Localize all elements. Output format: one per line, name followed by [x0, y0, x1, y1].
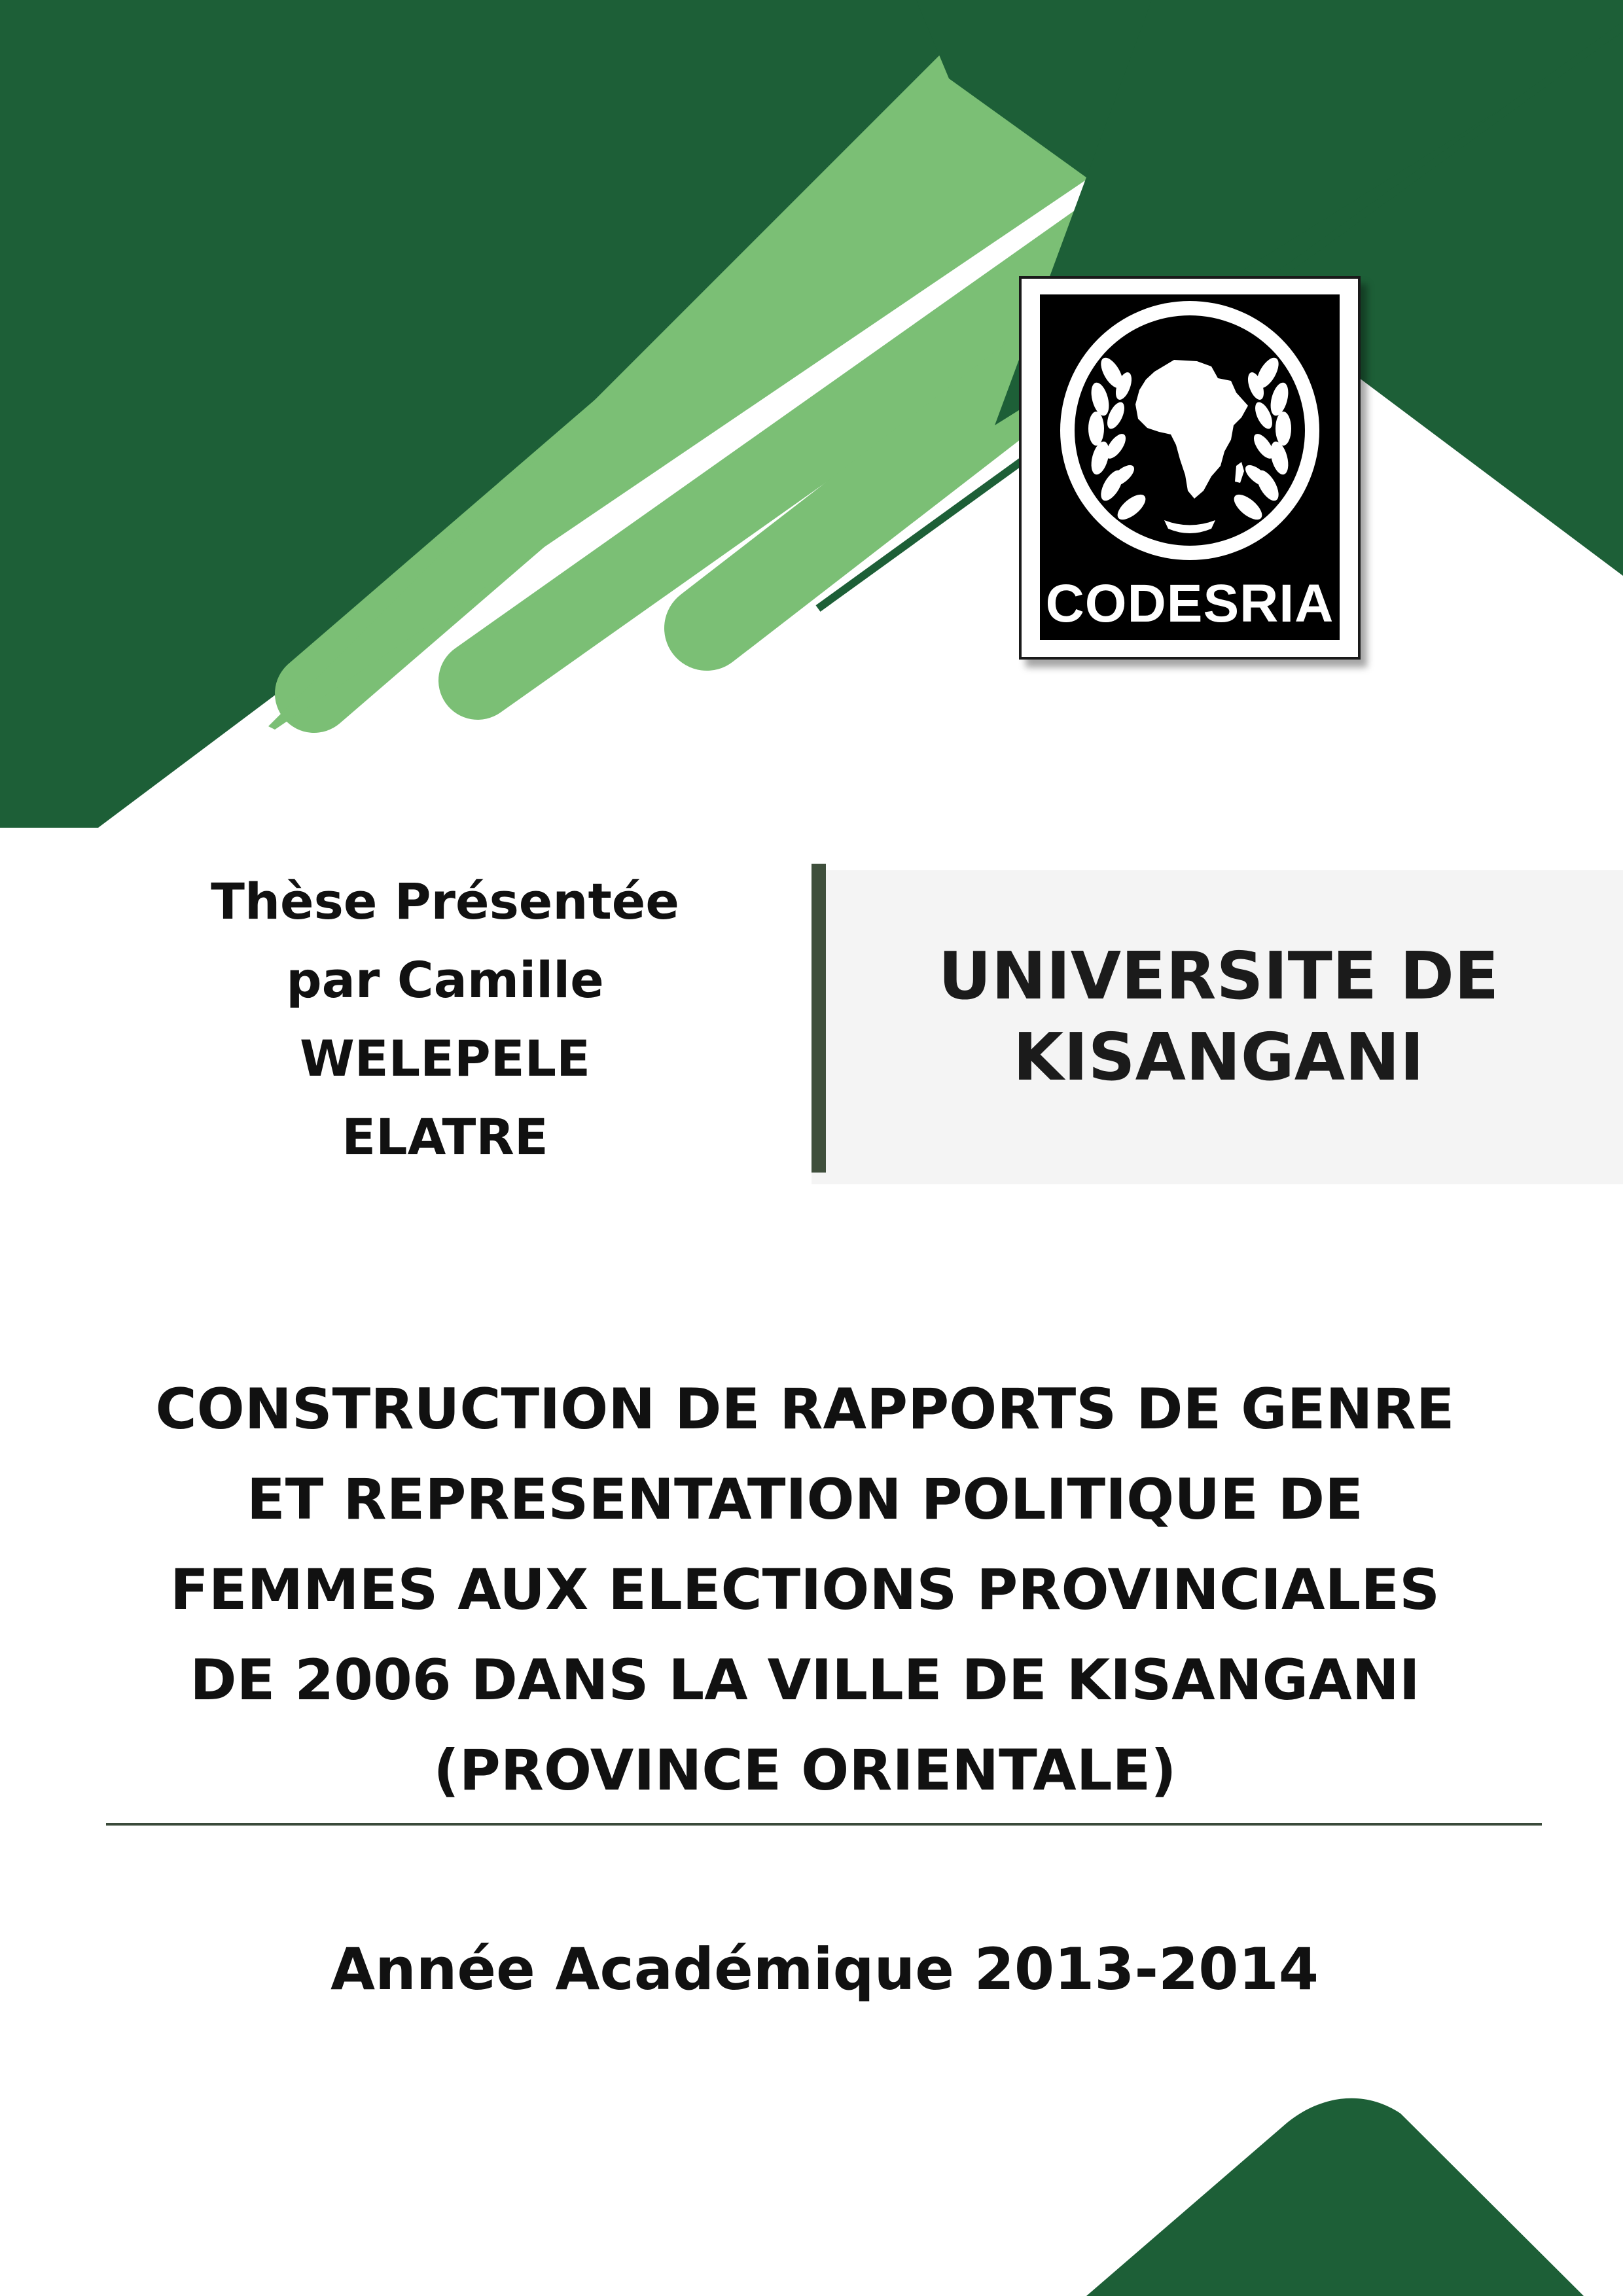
author-line: Thèse Présentée	[211, 872, 679, 930]
logo-panel	[1040, 294, 1340, 640]
university-line: UNIVERSITE DE	[938, 938, 1499, 1014]
title-underline	[106, 1823, 1542, 1826]
codesria-logo	[1019, 276, 1361, 660]
university-name	[826, 936, 1611, 1098]
thesis-title	[39, 1364, 1571, 1816]
title-line: (PROVINCE ORIENTALE)	[433, 1738, 1177, 1803]
title-line: CONSTRUCTION DE RAPPORTS DE GENRE	[155, 1377, 1455, 1442]
africa-map-laurel-wreath-icon	[1040, 294, 1340, 569]
academic-year: Année Académique 2013-2014	[330, 1935, 1319, 2003]
logo-wordmark: CODESRIA	[1045, 574, 1334, 633]
author-block	[151, 862, 740, 1176]
bottom-triangle-shape	[1086, 2098, 1584, 2296]
university-line: KISANGANI	[1012, 1019, 1425, 1095]
title-line: FEMMES AUX ELECTIONS PROVINCIALES	[169, 1557, 1440, 1623]
title-line: ET REPRESENTATION POLITIQUE DE	[247, 1467, 1363, 1532]
author-line: par Camille	[286, 951, 604, 1009]
title-line: DE 2006 DANS LA VILLE DE KISANGANI	[190, 1648, 1420, 1713]
author-line: ELATRE	[342, 1108, 548, 1166]
university-divider	[812, 864, 826, 1173]
author-line: WELEPELE	[299, 1029, 591, 1087]
